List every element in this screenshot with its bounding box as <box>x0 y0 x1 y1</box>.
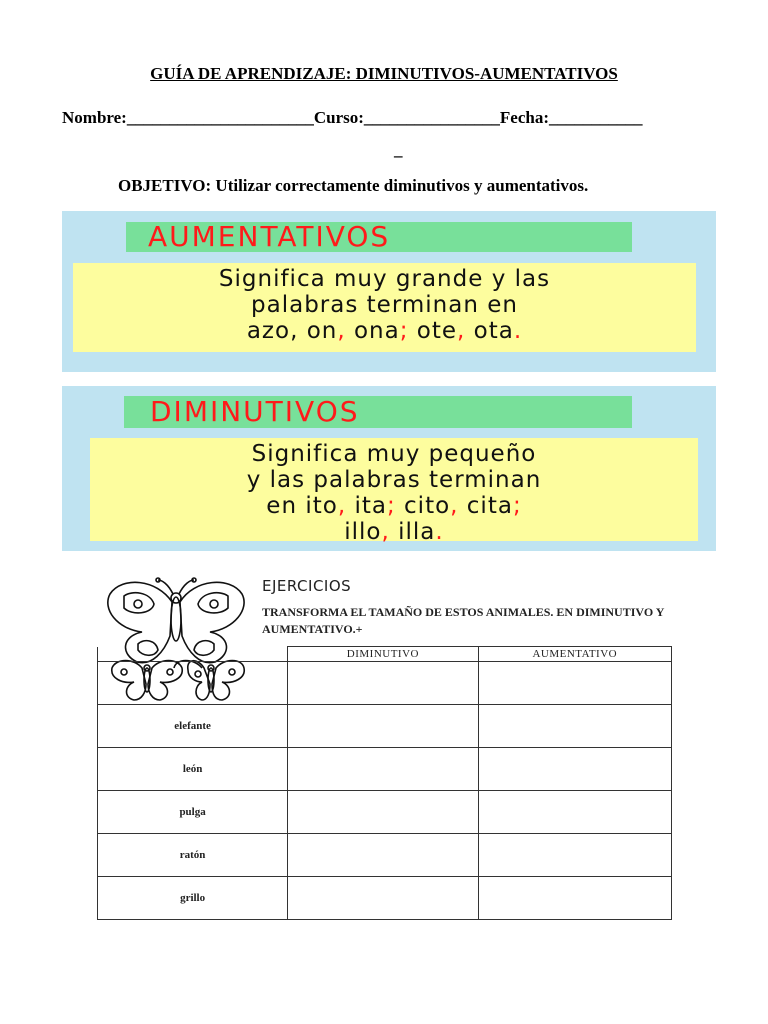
student-info-continuation: _ <box>394 140 403 159</box>
red-semicolon: ; <box>386 493 396 519</box>
animal-cell: grillo <box>98 877 288 920</box>
exercises-instruction: TRANSFORMA EL TAMAÑO DE ESTOS ANIMALES. EN DIMINUTIVO Y AUMENTATIVO.+ <box>262 605 664 636</box>
suffix-text: ona <box>345 318 400 344</box>
table-row <box>98 834 672 877</box>
table-row <box>98 662 672 705</box>
animal-cell: pulga <box>98 791 288 834</box>
animal-cell: ratón <box>98 834 288 877</box>
aumentativos-line-2: palabras terminan en <box>251 292 518 318</box>
red-semicolon: ; <box>512 493 522 519</box>
header-animal <box>98 647 288 662</box>
suffix-text: illo <box>344 519 382 545</box>
red-semicolon: ; <box>399 318 409 344</box>
red-period: . <box>435 519 444 545</box>
diminutivo-answer-cell[interactable] <box>288 834 478 877</box>
table-row <box>98 705 672 748</box>
exercises-title: EJERCICIOS <box>262 577 352 595</box>
diminutivos-line-3 <box>90 493 698 519</box>
aumentativo-answer-cell[interactable] <box>478 748 671 791</box>
red-period: . <box>513 318 523 344</box>
red-comma: , <box>457 318 466 344</box>
red-comma: , <box>337 493 347 519</box>
diminutivo-answer-cell[interactable] <box>288 791 478 834</box>
table-row <box>98 748 672 791</box>
red-comma: , <box>450 493 459 519</box>
aumentativo-answer-cell[interactable] <box>478 705 671 748</box>
red-comma: , <box>337 318 346 344</box>
diminutivos-banner: DIMINUTIVOS <box>124 396 632 428</box>
table-row <box>98 791 672 834</box>
red-comma: , <box>381 519 390 545</box>
suffix-text: ita <box>346 493 387 519</box>
table-row <box>98 877 672 920</box>
aumentativos-banner: AUMENTATIVOS <box>126 222 632 252</box>
aumentativos-line-3 <box>73 318 696 344</box>
animal-cell: león <box>98 748 288 791</box>
diminutivos-line-1: Significa muy pequeño <box>251 441 537 467</box>
aumentativo-answer-cell[interactable] <box>478 791 671 834</box>
exercise-table <box>97 646 672 920</box>
suffix-text: ota <box>465 318 514 344</box>
suffix-text: en ito <box>266 493 338 519</box>
diminutivo-answer-cell[interactable] <box>288 705 478 748</box>
suffix-text: illa <box>389 519 436 545</box>
student-info-fields[interactable]: Nombre:______________________Curso:________________Fecha:___________ <box>62 108 643 127</box>
suffix-text: ote <box>408 318 458 344</box>
table-header-row <box>98 647 672 662</box>
diminutivo-answer-cell[interactable] <box>288 662 478 705</box>
suffix-text: azo, on <box>246 318 338 344</box>
objective-text: OBJETIVO: Utilizar correctamente diminutivos y aumentativos. <box>118 176 589 195</box>
aumentativo-answer-cell[interactable] <box>478 834 671 877</box>
animal-cell: elefante <box>98 705 288 748</box>
aumentativos-definition <box>73 263 696 352</box>
diminutivos-definition <box>90 438 698 545</box>
diminutivos-line-4 <box>90 519 698 545</box>
page-title: GUÍA DE APRENDIZAJE: DIMINUTIVOS-AUMENTATIVOS <box>150 64 618 83</box>
animal-cell <box>98 662 288 705</box>
diminutivos-panel <box>62 386 716 551</box>
aumentativo-answer-cell[interactable] <box>478 877 671 920</box>
suffix-text: cito <box>395 493 451 519</box>
aumentativo-answer-cell[interactable] <box>478 662 671 705</box>
diminutivo-answer-cell[interactable] <box>288 877 478 920</box>
diminutivo-answer-cell[interactable] <box>288 748 478 791</box>
aumentativos-panel <box>62 211 716 372</box>
header-aumentativo: AUMENTATIVO <box>478 647 671 662</box>
diminutivos-line-2: y las palabras terminan <box>246 467 542 493</box>
header-diminutivo: DIMINUTIVO <box>288 647 478 662</box>
aumentativos-line-1: Significa muy grande y las <box>218 266 551 292</box>
suffix-text: cita <box>458 493 513 519</box>
